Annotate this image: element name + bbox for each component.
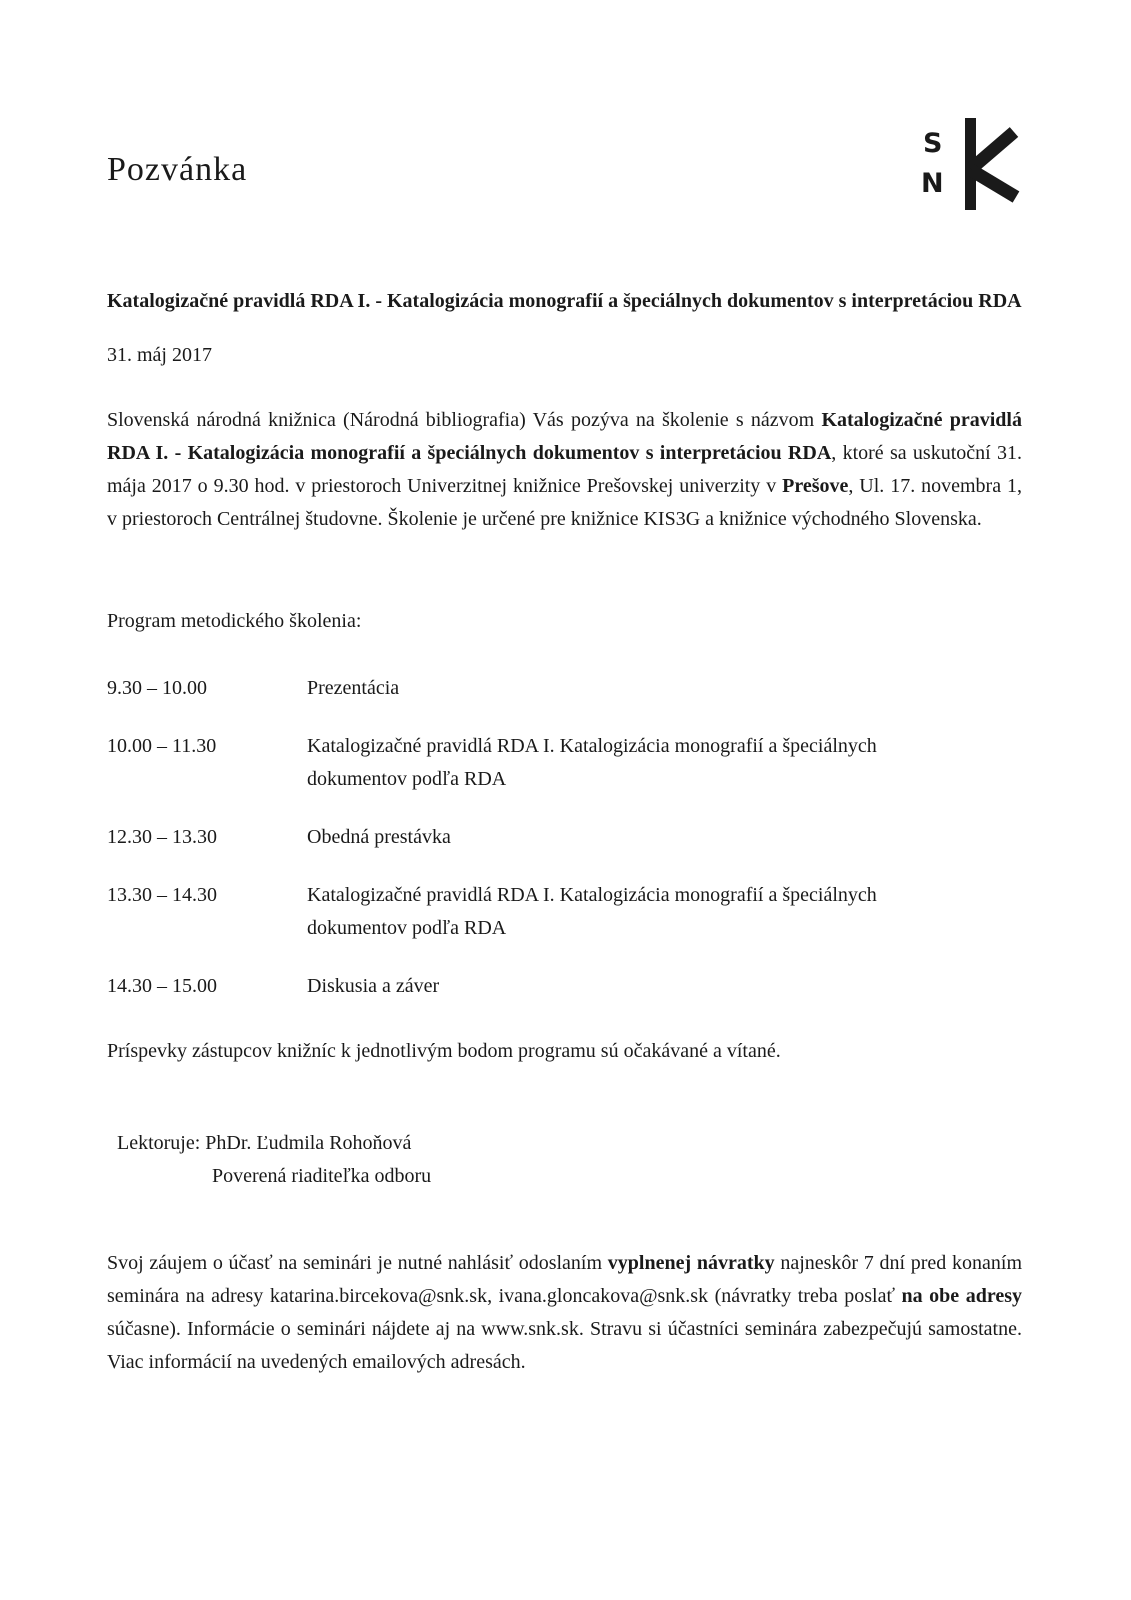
lecturer-role-line: Poverená riaditeľka odboru — [212, 1165, 432, 1187]
schedule-row — [107, 879, 1022, 945]
lecturer-name-line: Lektoruje: PhDr. Ľudmila Rohoňová — [117, 1132, 412, 1154]
program-schedule — [107, 672, 1022, 1003]
logo-k-mark-icon — [965, 118, 1016, 210]
schedule-time: 9.30 – 10.00 — [107, 677, 207, 699]
schedule-time: 10.00 – 11.30 — [107, 735, 217, 757]
event-title: Katalogizačné pravidlá RDA I. - Katalogizácia monografií a špeciálnych dokumentov s interpretáciou RDA — [107, 290, 1022, 312]
schedule-time: 13.30 – 14.30 — [107, 884, 217, 906]
schedule-row — [107, 970, 1022, 1003]
schedule-row — [107, 730, 1022, 796]
registration-paragraph: Svoj záujem o účasť na seminári je nutné nahlásiť odoslaním vyplnenej návratky najneskôr 7 dní pred konaním seminára na adresy katarina.bircekova@snk.sk, ivana.gloncakova@snk.sk (návratky treba poslať na obe adresy súčasne). Informácie o seminári nájdete aj na www.snk.sk. Stravu si účastníci seminára zabezpečujú samostatne. Viac informácií na uvedených emailových adresách. — [107, 1252, 1023, 1373]
logo-letter-n: N — [921, 168, 944, 199]
schedule-row — [107, 821, 1022, 854]
schedule-description: Katalogizačné pravidlá RDA I. Katalogizácia monografií a špeciálnych dokumentov podľa RDA — [307, 735, 877, 790]
event-date: 31. máj 2017 — [107, 344, 212, 366]
schedule-description: Obedná prestávka — [307, 826, 451, 848]
schedule-description: Katalogizačné pravidlá RDA I. Katalogizácia monografií a špeciálnych dokumentov podľa RDA — [307, 884, 877, 939]
schedule-time: 12.30 – 13.30 — [107, 826, 217, 848]
contributions-note: Príspevky zástupcov knižníc k jednotlivým bodom programu sú očakávané a vítané. — [107, 1040, 781, 1062]
intro-paragraph: Slovenská národná knižnica (Národná bibliografia) Vás pozýva na školenie s názvom Katalogizačné pravidlá RDA I. - Katalogizácia monografií a špeciálnych dokumentov s interpretáciou RDA, ktoré sa uskutoční 31. mája 2017 o 9.30 hod. v priestoroch Univerzitnej knižnice Prešovskej univerzity v Prešove, Ul. 17. novembra 1, v priestoroch Centrálnej študovne. Školenie je určené pre knižnice KIS3G a knižnice východného Slovenska. — [107, 409, 1022, 530]
program-heading: Program metodického školenia: — [107, 610, 362, 632]
schedule-time: 14.30 – 15.00 — [107, 975, 217, 997]
logo-letter-s: S — [923, 128, 943, 159]
schedule-description: Diskusia a záver — [307, 975, 440, 997]
lecturer-block — [107, 1127, 1022, 1193]
schedule-description: Prezentácia — [307, 677, 400, 699]
schedule-row — [107, 672, 1022, 705]
page-title: Pozvánka — [107, 151, 248, 188]
snk-logo — [915, 112, 1020, 217]
